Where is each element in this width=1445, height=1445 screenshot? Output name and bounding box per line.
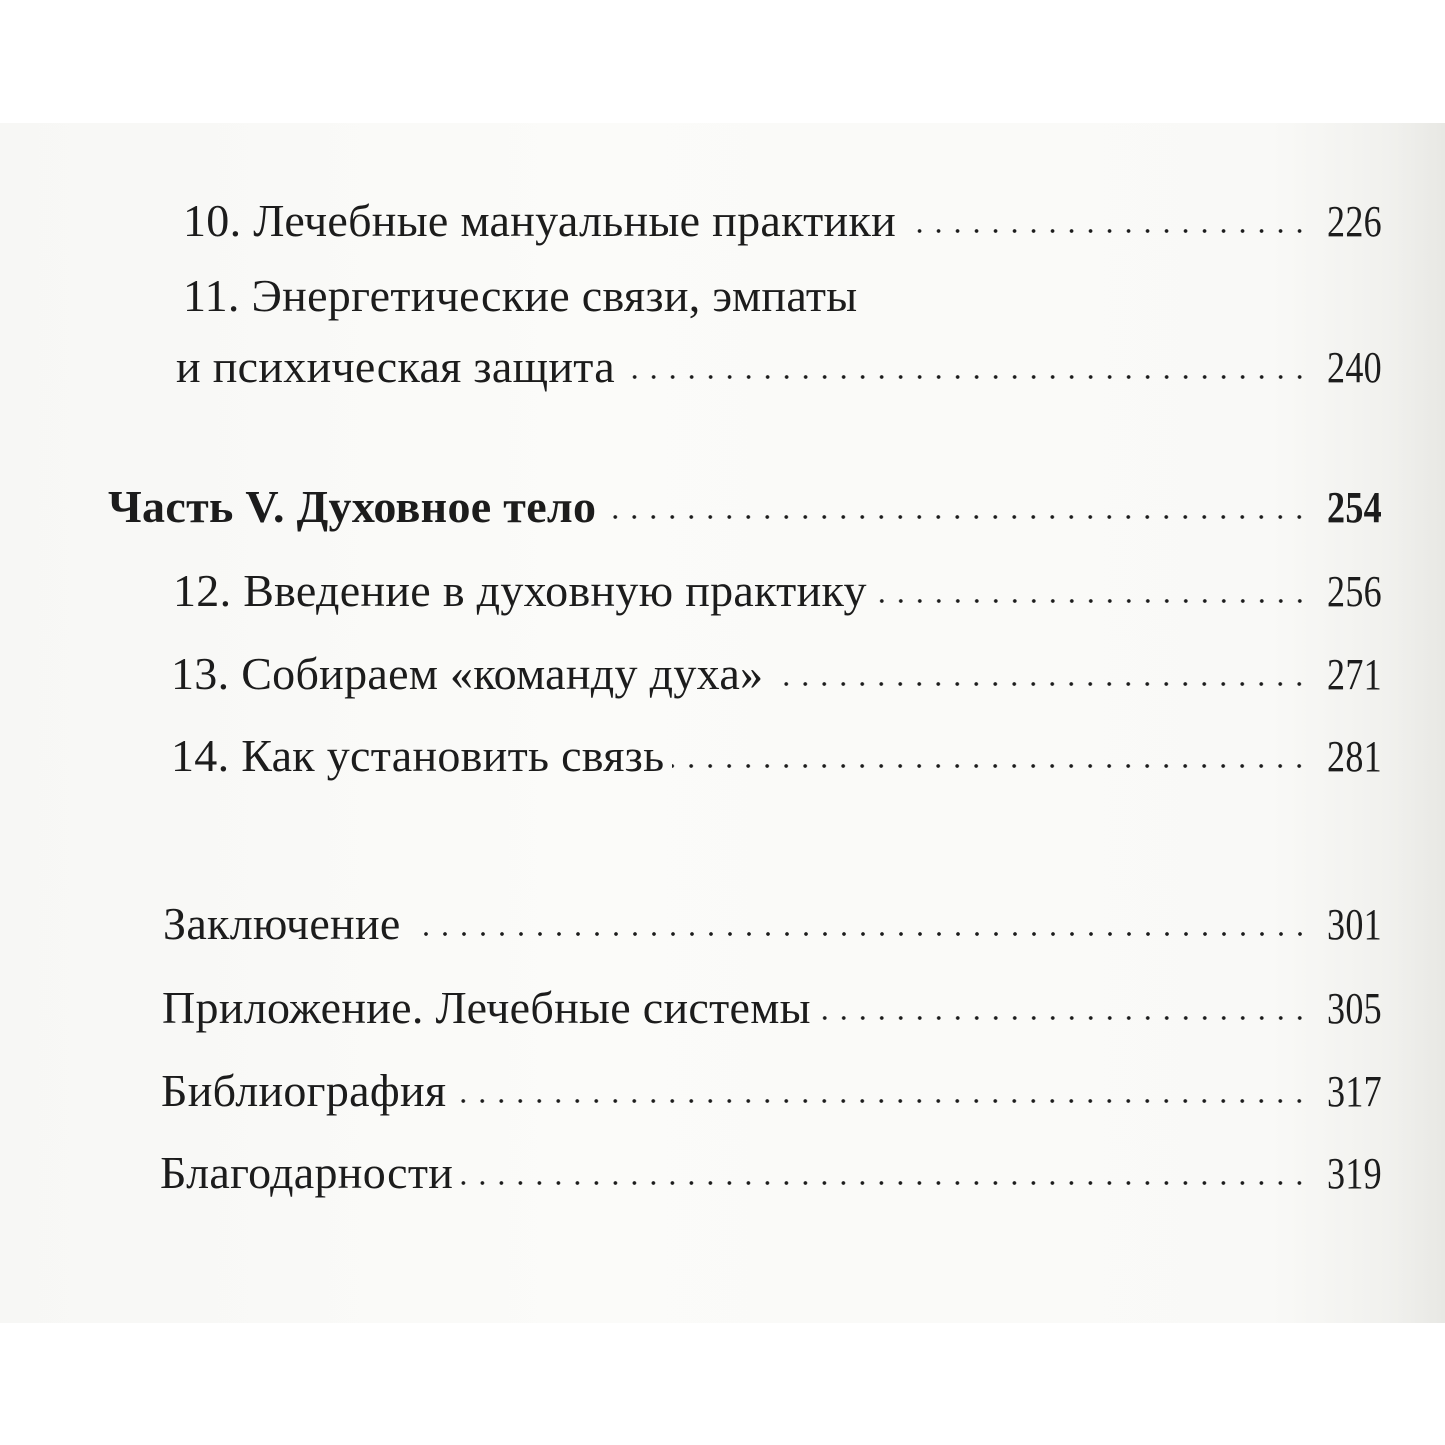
- toc-entry-conclusion[interactable]: [163, 898, 1382, 949]
- toc-page-number: 240: [1327, 343, 1382, 392]
- dot-leader: [875, 598, 1309, 604]
- dot-leader: [409, 931, 1310, 937]
- dot-leader: [819, 1015, 1309, 1021]
- toc-entry-title: Часть V. Духовное тело: [108, 481, 597, 532]
- dot-leader: [623, 374, 1309, 380]
- toc-entry-chapter-11-line1[interactable]: 11. Энергетические связи, эмпаты: [183, 270, 858, 321]
- toc-entry-bibliography[interactable]: [161, 1065, 1382, 1116]
- dot-leader: [672, 763, 1309, 769]
- toc-entry-title: 10. Лечебные мануальные практики: [183, 195, 897, 246]
- toc-page-number: 301: [1327, 900, 1382, 949]
- dot-leader: [461, 1180, 1309, 1186]
- toc-entry-chapter-10[interactable]: [183, 195, 1382, 246]
- toc-entry-chapter-11[interactable]: [176, 341, 1382, 392]
- toc-page-number: 226: [1327, 197, 1382, 246]
- toc-entry-title: Приложение. Лечебные системы: [162, 982, 811, 1033]
- toc-entry-title: Библиография: [161, 1065, 447, 1116]
- toc-entry-chapter-12[interactable]: [173, 565, 1382, 616]
- toc-page-number: 281: [1327, 732, 1382, 781]
- toc-entry-chapter-13[interactable]: [171, 648, 1382, 699]
- dot-leader: [604, 514, 1309, 520]
- toc-page-number: 271: [1327, 650, 1382, 699]
- dot-leader: [904, 228, 1309, 234]
- toc-page-number: 319: [1327, 1149, 1382, 1198]
- toc-entry-appendix[interactable]: [162, 982, 1382, 1033]
- toc-page-number: 317: [1327, 1067, 1382, 1116]
- dot-leader: [771, 681, 1309, 687]
- toc-entry-title: 12. Введение в духовную практику: [173, 565, 867, 616]
- toc-entry-title: Заключение: [163, 898, 401, 949]
- toc-entry-title: 14. Как установить связь: [171, 730, 665, 781]
- dot-leader: [454, 1098, 1309, 1104]
- toc-entry-title: и психическая защита: [176, 341, 615, 392]
- toc-entry-chapter-14[interactable]: [171, 730, 1382, 781]
- toc-entry-part-5[interactable]: [108, 481, 1382, 532]
- toc-page-number: 254: [1327, 483, 1382, 532]
- toc-page-number: 305: [1327, 984, 1382, 1033]
- toc-entry-title: Благодарности: [160, 1147, 454, 1198]
- toc-entry-title: 13. Собираем «команду духа»: [171, 648, 764, 699]
- table-of-contents: [0, 123, 1445, 1323]
- book-page: [0, 123, 1445, 1323]
- toc-page-number: 256: [1327, 567, 1382, 616]
- toc-entry-acknowledgements[interactable]: [160, 1147, 1382, 1198]
